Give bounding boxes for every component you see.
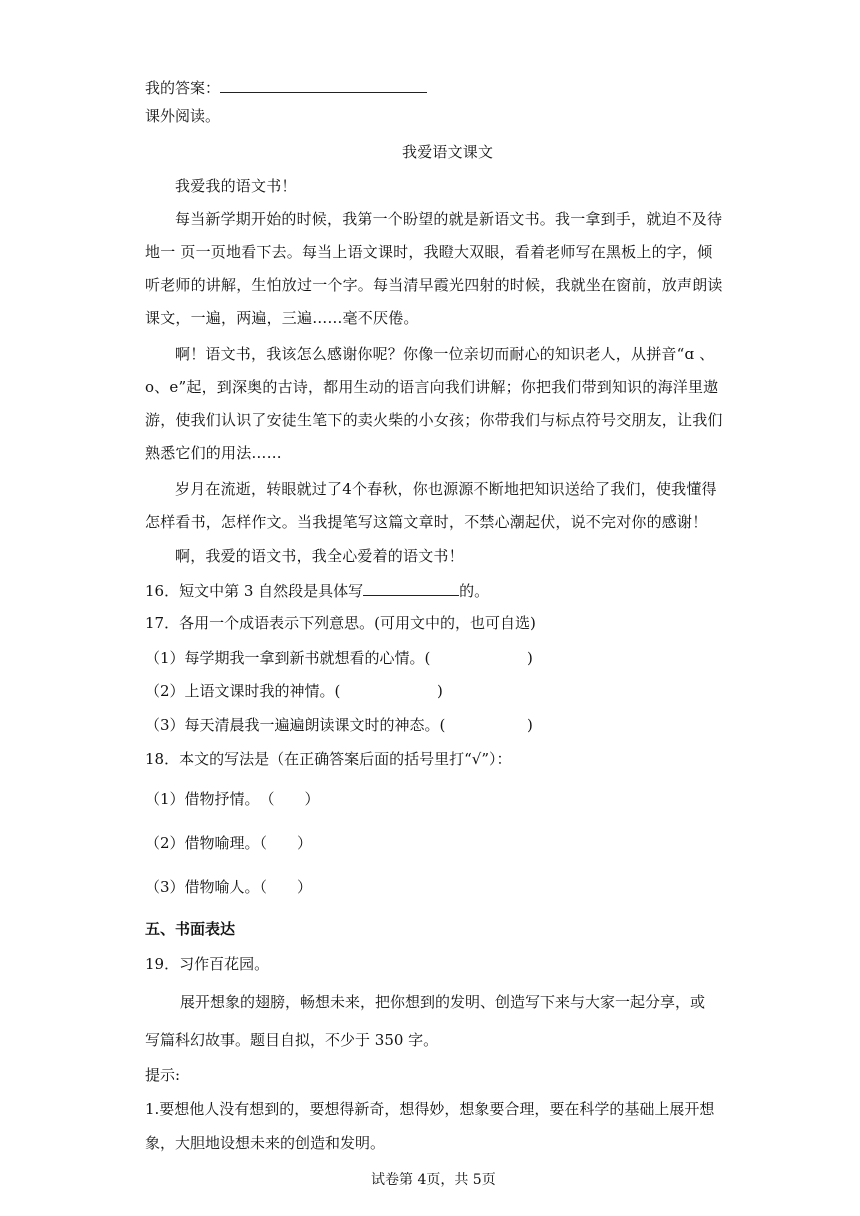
q16-text: 16．短文中第 3 自然段是具体写 (145, 582, 364, 600)
extracurricular-label: 课外阅读。 (145, 107, 221, 125)
q18-option-2[interactable]: （2）借物喻理。（ ） (145, 834, 313, 852)
q17-3-text: （3）每天清晨我一遍遍朗读课文时的神态。( (145, 716, 446, 734)
q16-suffix: 的。 (459, 582, 490, 600)
q18-option-3[interactable]: （3）借物喻人。（ ） (145, 878, 313, 896)
passage-line: 课文，一遍，两遍，三遍……毫不厌倦。 (145, 309, 419, 327)
passage-line: 每当新学期开始的时候，我第一个盼望的就是新语文书。我一拿到手，就迫不及待 (175, 210, 723, 228)
passage-line: 怎样看书，怎样作文。当我提笔写这篇文章时，不禁心潮起伏，说不完对你的感谢！ (145, 513, 708, 531)
section-heading: 五、书面表达 (145, 920, 236, 938)
passage-line: 游，使我们认识了安徒生笔下的卖火柴的小女孩；你带我们与标点符号交朋友，让我们 (145, 411, 723, 429)
answer-label: 我的答案： (145, 79, 221, 97)
question-17: 17．各用一个成语表示下列意思。(可用文中的，也可自选) (145, 614, 536, 632)
passage-line: 听老师的讲解，生怕放过一个字。每当清早霞光四射的时候，我就坐在窗前，放声朗读 (145, 276, 723, 294)
question-19: 19．习作百花园。 (145, 955, 270, 973)
question-16 (145, 581, 489, 600)
passage-line: o、e”起，到深奥的古诗，都用生动的语言向我们讲解；你把我们带到知识的海洋里遨 (145, 378, 719, 396)
passage-line: 岁月在流逝，转眼就过了4个春秋，你也源源不断地把知识送给了我们，使我懂得 (175, 480, 717, 498)
passage-line: 啊，我爱的语文书，我全心爱着的语文书！ (175, 547, 464, 565)
prompt-line: 展开想象的翅膀，畅想未来，把你想到的发明、创造写下来与大家一起分享，或 (180, 993, 706, 1011)
q17-1-text: （1）每学期我一拿到新书就想看的心情。( (145, 649, 431, 667)
q17-2-close-paren: ) (437, 682, 443, 700)
passage-line: 啊！语文书，我该怎么感谢你呢？你像一位亲切而耐心的知识老人，从拼音“ɑ 、 (175, 345, 715, 363)
question-18: 18．本文的写法是（在正确答案后面的括号里打“√”）： (145, 750, 512, 768)
page-footer: 试卷第 4页，共 5页 (371, 1172, 496, 1188)
q18-option-1[interactable]: （1）借物抒情。 （ ） (145, 790, 320, 808)
q17-1-close-paren: ) (527, 649, 533, 667)
passage-line: 我爱我的语文书！ (175, 177, 297, 195)
q17-item-3 (145, 716, 445, 734)
passage-line: 地一 页一页地看下去。每当上语文课时，我瞪大双眼，看着老师写在黑板上的字，倾 (145, 243, 713, 261)
q17-2-text: （2）上语文课时我的神情。( (145, 682, 341, 700)
answer-blank[interactable] (220, 78, 427, 93)
q17-item-2 (145, 682, 340, 700)
passage-line: 熟悉它们的用法…… (145, 444, 282, 462)
answer-row (145, 78, 427, 97)
prompt-line: 写篇科幻故事。题目自拟，不少于 350 字。 (145, 1031, 439, 1049)
q17-item-1 (145, 649, 430, 667)
q17-3-close-paren: ) (527, 716, 533, 734)
hint-line: 1.要想他人没有想到的，要想得新奇，想得妙，想象要合理，要在科学的基础上展开想 (145, 1100, 715, 1118)
q16-blank[interactable] (363, 581, 459, 596)
hint-line: 象，大胆地设想未来的创造和发明。 (145, 1134, 386, 1152)
passage-title: 我爱语文课文 (402, 143, 494, 161)
hint-label: 提示: (145, 1066, 181, 1084)
